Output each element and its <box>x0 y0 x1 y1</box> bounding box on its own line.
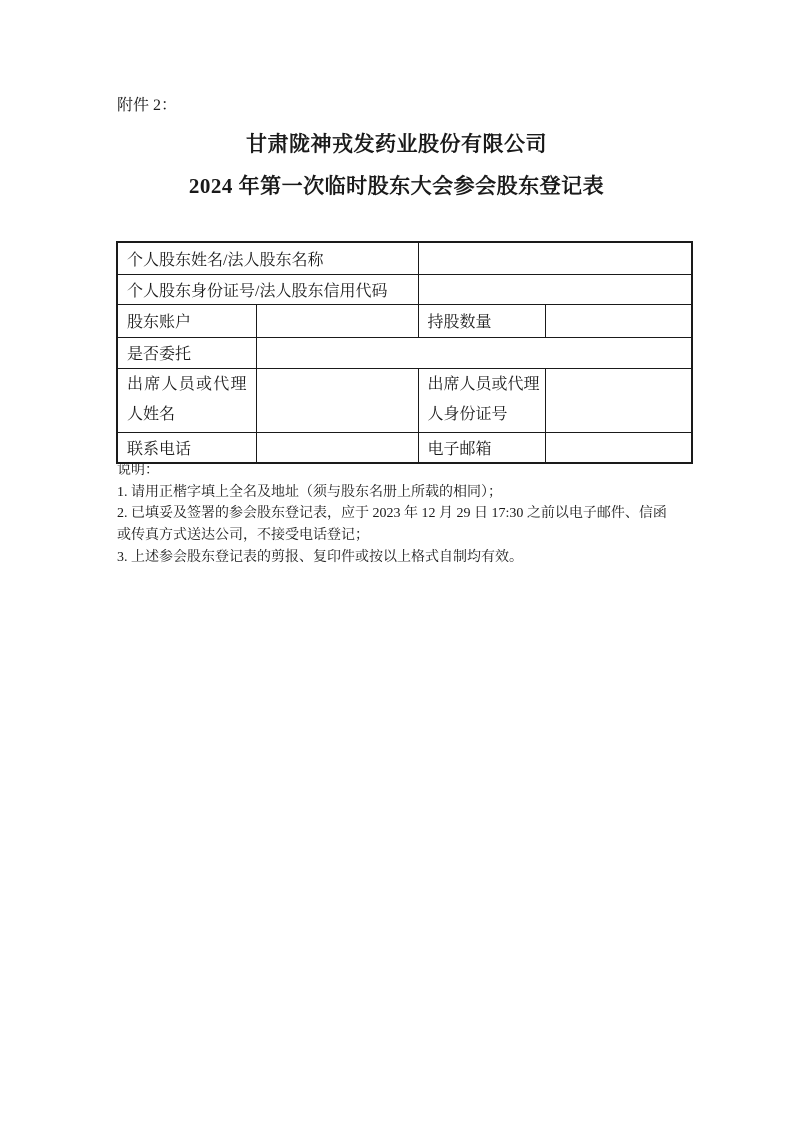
phone-label: 联系电话 <box>117 432 256 463</box>
note-item-2-line1: 2. 已填妥及签署的参会股东登记表，应于 2023 年 12 月 29 日 17:30 之前以电子邮件、信函 <box>117 506 667 522</box>
shareholder-id-label: 个人股东身份证号/法人股东信用代码 <box>117 274 418 304</box>
shares-held-value-cell <box>545 304 692 337</box>
attendee-id-label-line2: 人身份证号 <box>427 406 508 423</box>
table-row <box>117 368 692 432</box>
attendee-name-label <box>117 368 256 432</box>
shareholder-id-value-cell <box>418 274 692 304</box>
proxy-label: 是否委托 <box>117 337 256 368</box>
note-item-1: 1. 请用正楷字填上全名及地址（须与股东名册上所载的相同）； <box>117 484 502 500</box>
table-row <box>117 337 692 368</box>
shareholder-account-value-cell <box>256 304 418 337</box>
notes-section <box>117 460 717 569</box>
meeting-registration-title: 2024 年第一次临时股东大会参会股东登记表 <box>188 174 605 198</box>
shareholder-account-label: 股东账户 <box>117 304 256 337</box>
shares-held-label: 持股数量 <box>418 304 545 337</box>
table-row <box>117 304 692 337</box>
phone-value-cell <box>256 432 418 463</box>
notes-heading: 说明： <box>117 463 159 478</box>
note-item-2-line2: 或传真方式送达公司，不接受电话登记； <box>117 528 369 544</box>
table-row <box>117 432 692 463</box>
email-value-cell <box>545 432 692 463</box>
attendee-name-value-cell <box>256 368 418 432</box>
table-row <box>117 274 692 304</box>
attachment-label: 附件 2： <box>117 97 178 114</box>
shareholder-name-label: 个人股东姓名/法人股东名称 <box>117 242 418 274</box>
attendee-name-label-line2: 人姓名 <box>127 406 176 423</box>
company-title: 甘肃陇神戎发药业股份有限公司 <box>246 132 547 156</box>
attendee-name-label-line1: 出席人员或代理 <box>127 376 247 393</box>
registration-table <box>116 241 693 464</box>
shareholder-name-value-cell <box>418 242 692 274</box>
table-row <box>117 242 692 274</box>
email-label: 电子邮箱 <box>418 432 545 463</box>
attendee-id-label-line1: 出席人员或代理 <box>427 376 540 393</box>
note-item-3: 3. 上述参会股东登记表的剪报、复印件或按以上格式自制均有效。 <box>117 549 523 565</box>
attendee-id-value-cell <box>545 368 692 432</box>
attendee-id-label <box>418 368 545 432</box>
proxy-value-cell <box>256 337 692 368</box>
